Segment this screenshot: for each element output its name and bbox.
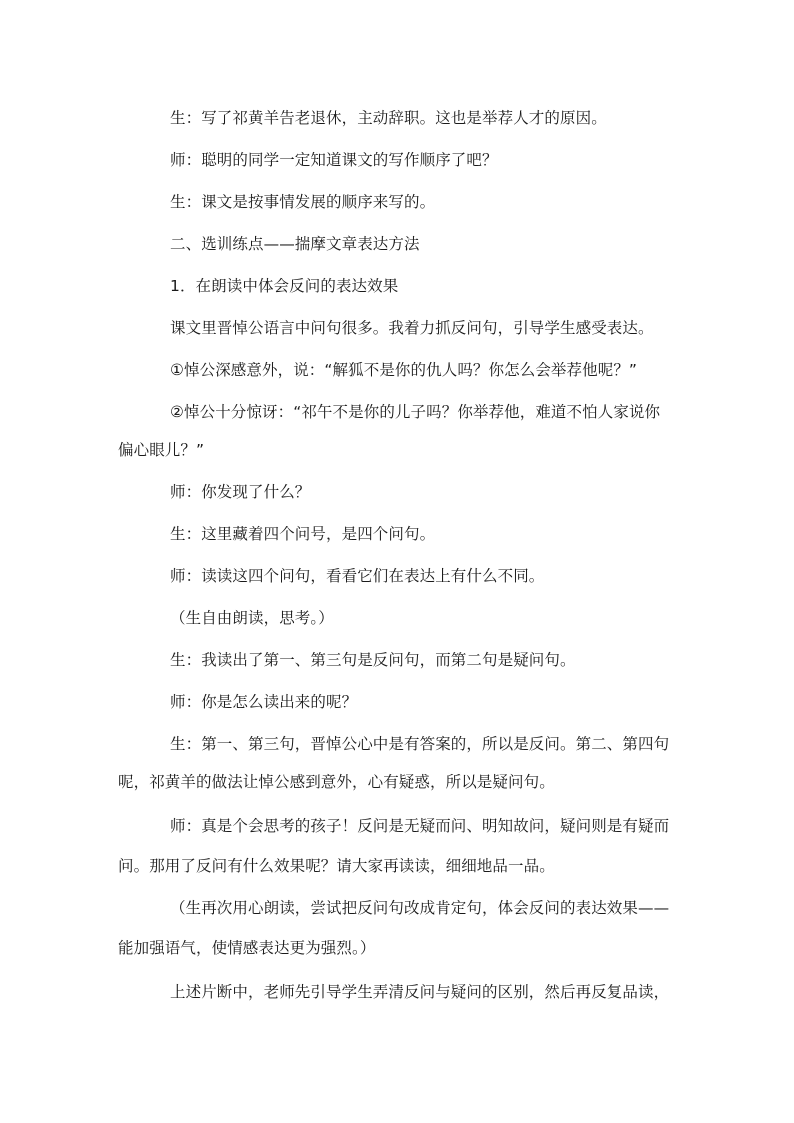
stage-direction: （生自由朗读，思考。） bbox=[170, 609, 334, 627]
paragraph-line: 师：聪明的同学一定知道课文的写作顺序了吧？ bbox=[170, 151, 498, 169]
paragraph-line: 生：课文是按事情发展的顺序来写的。 bbox=[170, 193, 436, 211]
paragraph-line: 生：这里藏着四个问号，是四个问句。 bbox=[170, 525, 436, 543]
paragraph-line: 生：写了祁黄羊告老退休，主动辞职。这也是举荐人才的原因。 bbox=[170, 109, 607, 127]
paragraph-line: 上述片断中，老师先引导学生弄清反问与疑问的区别，然后再反复品读， bbox=[170, 983, 670, 1001]
paragraph-line: 师：你是怎么读出来的呢？ bbox=[170, 693, 358, 711]
quote-line-continuation: 偏心眼儿？” bbox=[118, 441, 205, 459]
section-heading: 二、选训练点——揣摩文章表达方法 bbox=[170, 235, 420, 253]
paragraph-line-continuation: 问。那用了反问有什么效果呢？请大家再读读，细细地品一品。 bbox=[118, 857, 555, 875]
subsection-heading: 1．在朗读中体会反问的表达效果 bbox=[170, 277, 399, 295]
paragraph-line: 师：读读这四个问句，看看它们在表达上有什么不同。 bbox=[170, 567, 545, 585]
quote-line: ②悼公十分惊讶：“祁午不是你的儿子吗？你举荐他，难道不怕人家说你 bbox=[170, 403, 661, 421]
paragraph-line: 生：第一、第三句，晋悼公心中是有答案的，所以是反问。第二、第四句 bbox=[170, 735, 670, 753]
paragraph-line: 生：我读出了第一、第三句是反问句，而第二句是疑问句。 bbox=[170, 651, 576, 669]
paragraph-line-continuation: 呢，祁黄羊的做法让悼公感到意外，心有疑惑，所以是疑问句。 bbox=[118, 773, 555, 791]
quote-line: ①悼公深感意外，说：“解狐不是你的仇人吗？你怎么会举荐他呢？” bbox=[170, 361, 638, 379]
stage-direction: （生再次用心朗读，尝试把反问句改成肯定句，体会反问的表达效果—— bbox=[170, 899, 670, 917]
stage-direction-continuation: 能加强语气，使情感表达更为强烈。） bbox=[118, 939, 376, 957]
paragraph-line: 师：真是个会思考的孩子！反问是无疑而问、明知故问，疑问则是有疑而 bbox=[170, 817, 670, 835]
paragraph-line: 课文里晋悼公语言中问句很多。我着力抓反问句，引导学生感受表达。 bbox=[170, 319, 654, 337]
paragraph-line: 师：你发现了什么？ bbox=[170, 483, 311, 501]
